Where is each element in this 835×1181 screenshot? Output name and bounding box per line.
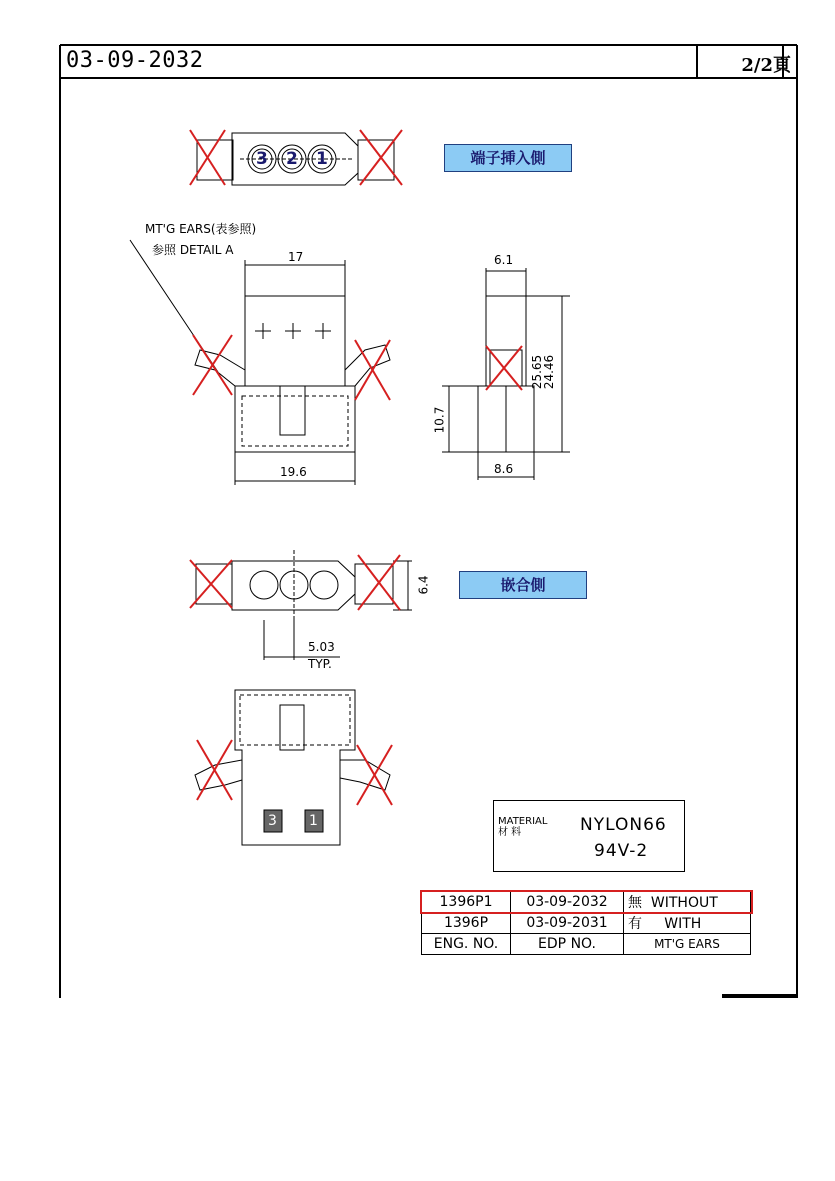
rear-number: 3 (268, 813, 277, 829)
header-eng: ENG. NO. (422, 934, 511, 955)
eng-no-cell: 1396P1 (422, 892, 511, 913)
ears-value: WITHOUT (650, 895, 718, 911)
material-label (498, 816, 547, 838)
ears-value: WITH (664, 916, 702, 932)
eng-no-cell: 1396P (422, 913, 511, 934)
edp-no-cell: 03-09-2032 (511, 892, 624, 913)
terminal-insert-side-badge: 端子挿入側 (444, 144, 572, 172)
cavity-number: 3 (256, 149, 268, 169)
front-dimensions (235, 260, 355, 485)
dim-side-h1: 25.65 (530, 354, 545, 390)
red-crosses-front (193, 335, 390, 400)
ears-cell (624, 913, 751, 934)
dim-side-bottom: 8.6 (494, 462, 514, 476)
ears-jp: 無 (628, 895, 642, 911)
callout-detail: 参照 DETAIL A (152, 243, 234, 257)
front-view (130, 240, 390, 452)
row-highlight (420, 890, 753, 914)
header-edp: EDP NO. (511, 934, 624, 955)
dim-pitch: 5.03 (308, 640, 335, 654)
material-label-jp: 材 料 (498, 827, 522, 838)
dim-side-low: 10.7 (432, 406, 447, 434)
bottom-view (195, 690, 390, 845)
page-indicator: 2/2頁 (741, 55, 791, 76)
edp-no-cell: 03-09-2031 (511, 913, 624, 934)
dim-side-top: 6.1 (494, 253, 514, 267)
plus-marks (255, 323, 331, 339)
mating-side-badge: 嵌合側 (459, 571, 587, 599)
header-ears: MT'G EARS (624, 934, 751, 955)
cavity-number: 2 (286, 149, 298, 169)
table-row (422, 913, 751, 934)
dim-side-h2: 24.46 (542, 354, 557, 390)
title-divider (696, 45, 698, 77)
cavity-number: 1 (316, 149, 328, 169)
dim-bottom-width: 19.6 (280, 465, 307, 479)
ears-jp: 有 (628, 916, 642, 932)
table-header-row (422, 934, 751, 955)
material-value: NYLON66 (580, 815, 667, 835)
callout-ears: MT'G EARS(表参照) (145, 222, 257, 236)
dim-face-height: 6.4 (416, 575, 431, 595)
material-grade: 94V-2 (594, 841, 649, 861)
material-label-en: MATERIAL (498, 816, 548, 827)
dim-top-width: 17 (288, 250, 304, 264)
material-box (493, 800, 685, 872)
red-crosses-mating (190, 555, 400, 610)
part-number-title: 03-09-2032 (66, 48, 204, 73)
red-cross-side (486, 346, 522, 390)
title-bar (60, 45, 797, 79)
dim-pitch-note: TYP. (308, 657, 332, 671)
rear-number: 1 (309, 813, 318, 829)
